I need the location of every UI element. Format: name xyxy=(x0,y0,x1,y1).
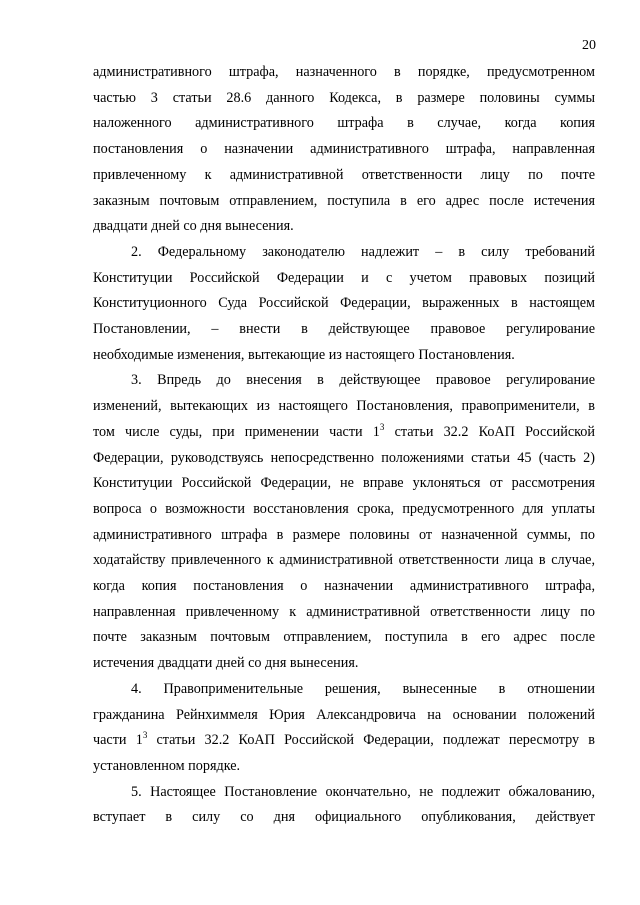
text-segment: части 1 xyxy=(93,732,143,749)
text-line: Федерации, руководствуясь непосредственно положениями статьи 45 (часть 2) xyxy=(93,449,595,466)
text-line: привлеченному к административной ответственности лицу по почте xyxy=(93,166,595,183)
paragraph-2 xyxy=(93,240,595,369)
text-line: ходатайству привлеченного к административной ответственности лица в случае, xyxy=(93,552,595,569)
text-line: 2. Федеральному законодателю надлежит – в силу требований xyxy=(131,243,595,260)
text-line: наложенного административного штрафа в случае, когда копия xyxy=(93,115,595,132)
paragraph-1 xyxy=(93,60,595,240)
paragraph-4 xyxy=(93,677,595,780)
text-line: Конституции Российской Федерации и с учетом правовых позиций xyxy=(93,269,595,286)
text-line: двадцати дней со дня вынесения. xyxy=(93,218,294,235)
text-line: постановления о назначении административного штрафа, направленная xyxy=(93,141,595,158)
text-line: когда копия постановления о назначении административного штрафа, xyxy=(93,578,595,595)
superscript: 3 xyxy=(142,730,148,741)
text-line: изменений, вытекающих из настоящего Постановления, правоприменители, в xyxy=(93,398,595,415)
paragraph-3 xyxy=(93,368,595,676)
text-line: необходимые изменения, вытекающие из настоящего Постановления. xyxy=(93,346,515,363)
text-line: 4. Правоприменительные решения, вынесенные в отношении xyxy=(131,680,595,697)
text-line xyxy=(93,728,595,754)
text-line: направленная привлеченному к административной ответственности лицу по xyxy=(93,603,595,620)
text-line: вступает в силу со дня официального опубликования, действует xyxy=(93,809,595,826)
page-number: 20 xyxy=(582,38,596,53)
paragraph-5 xyxy=(93,780,595,831)
text-line: Постановлении, – внести в действующее правовое регулирование xyxy=(93,321,595,338)
text-line: Конституции Российской Федерации, не вправе уклоняться от рассмотрения xyxy=(93,475,595,492)
superscript: 3 xyxy=(379,421,385,432)
text-line: 5. Настоящее Постановление окончательно, не подлежит обжалованию, xyxy=(131,783,595,800)
text-line: административного штрафа в размере половины от назначенной суммы, по xyxy=(93,526,595,543)
text-segment: статьи 32.2 КоАП Российской xyxy=(384,423,595,440)
text-line: установленном порядке. xyxy=(93,757,241,774)
text-line: частью 3 статьи 28.6 данного Кодекса, в размере половины суммы xyxy=(93,89,595,106)
text-line xyxy=(93,420,595,446)
text-line: вопроса о возможности восстановления срока, предусмотренного для уплаты xyxy=(93,500,595,517)
text-line: истечения двадцати дней со дня вынесения. xyxy=(93,655,359,672)
text-line: гражданина Рейнхиммеля Юрия Александровича на основании положений xyxy=(93,706,595,723)
text-line: почте заказным почтовым отправлением, поступила в его адрес после xyxy=(93,629,595,646)
text-line: 3. Впредь до внесения в действующее правовое регулирование xyxy=(131,372,595,389)
text-segment: том числе суды, при применении части 1 xyxy=(93,423,380,440)
document-body xyxy=(93,60,595,831)
text-line: заказным почтовым отправлением, поступила в его адрес после истечения xyxy=(93,192,595,209)
text-line: Конституционного Суда Российской Федерации, выраженных в настоящем xyxy=(93,295,595,312)
text-segment: статьи 32.2 КоАП Российской Федерации, подлежат пересмотру в xyxy=(147,732,595,749)
text-line: административного штрафа, назначенного в порядке, предусмотренном xyxy=(93,64,595,80)
